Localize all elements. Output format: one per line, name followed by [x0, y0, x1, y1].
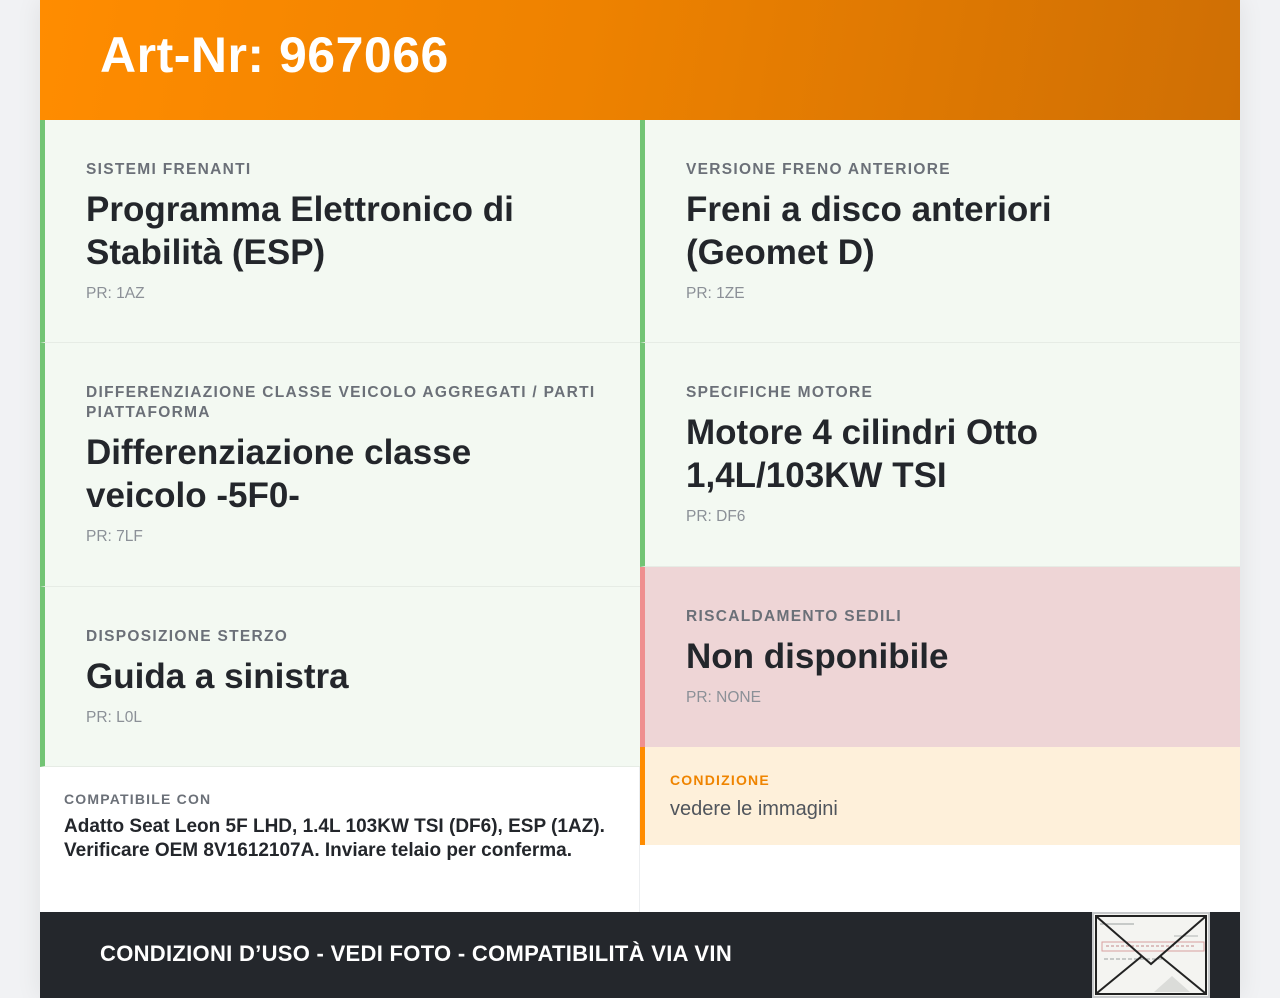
spec-label: SISTEMI FRENANTI [86, 161, 252, 178]
spec-pr-code: PR: 1AZ [86, 285, 145, 302]
spec-card-steering [40, 587, 640, 767]
compatibility-text: Adatto Seat Leon 5F LHD, 1.4L 103KW TSI (DF6), ESP (1AZ). Verificare OEM 8V1612107A. Inviare telaio per conferma. [64, 816, 605, 861]
spec-value: Freni a disco anteriori (Geomet D) [686, 190, 1052, 272]
spec-value: Motore 4 cilindri Otto 1,4L/103KW TSI [686, 413, 1038, 495]
spec-label: RISCALDAMENTO SEDILI [686, 608, 903, 625]
spec-card-engine [640, 343, 1240, 567]
spec-grid [40, 120, 1240, 912]
compatibility-label: COMPATIBILE CON [64, 791, 212, 807]
spec-value: Programma Elettronico di Stabilità (ESP) [86, 190, 514, 272]
spec-pr-code: PR: NONE [686, 689, 761, 706]
condition-text: vedere le immagini [670, 798, 838, 820]
spec-pr-code: PR: 7LF [86, 528, 143, 545]
spec-value: Guida a sinistra [86, 657, 349, 696]
article-number-title: Art-Nr: 967066 [100, 27, 449, 83]
spec-label: DIFFERENZIAZIONE CLASSE VEICOLO AGGREGATI / PARTI PIATTAFORMA [86, 384, 596, 421]
spec-card-seat-heating [640, 567, 1240, 747]
spec-column-right [640, 120, 1240, 845]
spec-pr-code: PR: L0L [86, 709, 143, 726]
spec-card-vehicle-class [40, 343, 640, 587]
spec-value: Differenziazione classe veicolo -5F0- [86, 433, 472, 515]
condition-box [640, 747, 1240, 845]
footer-bar [40, 912, 1240, 998]
spec-pr-code: PR: 1ZE [686, 285, 745, 302]
spec-label: SPECIFICHE MOTORE [686, 384, 874, 401]
header-bar [40, 0, 1240, 120]
spec-card-braking-system [40, 120, 640, 343]
compatibility-box [40, 767, 640, 913]
spec-card-front-brake [640, 120, 1240, 343]
product-sheet [40, 0, 1240, 998]
spec-label: DISPOSIZIONE STERZO [86, 628, 289, 645]
condition-label: CONDIZIONE [670, 772, 770, 788]
spec-pr-code: PR: DF6 [686, 508, 746, 525]
envelope-photo-icon[interactable] [1092, 912, 1210, 998]
envelope-photo-icon-graphic [1094, 914, 1208, 996]
footer-text: CONDIZIONI D’USO - VEDI FOTO - COMPATIBILITÀ VIA VIN [100, 941, 733, 966]
spec-label: VERSIONE FRENO ANTERIORE [686, 161, 951, 178]
spec-column-left [40, 120, 640, 913]
spec-value: Non disponibile [686, 637, 949, 676]
